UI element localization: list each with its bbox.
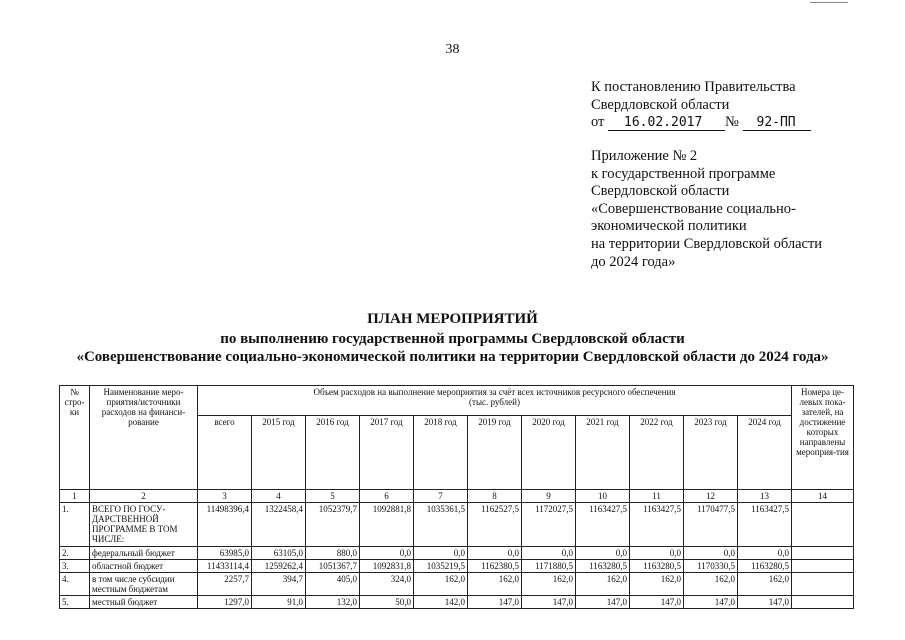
row-year-value: 0,0 [738, 547, 792, 560]
row-year-value: 1051367,7 [306, 560, 360, 573]
header-year: 2015 год [252, 416, 306, 490]
appendix-line-6: на территории Свердловской области [591, 235, 823, 252]
table-row [60, 596, 854, 609]
appendix-line-2: к государственной программе [591, 165, 776, 182]
column-index: 13 [738, 490, 792, 503]
appendix-line-7: до 2024 года» [591, 253, 676, 270]
row-year-value: 162,0 [738, 573, 792, 596]
header-year: 2017 год [360, 416, 414, 490]
row-year-value: 1163280,5 [576, 560, 630, 573]
row-year-value: 1170477,5 [684, 503, 738, 547]
header-year: 2022 год [630, 416, 684, 490]
row-year-value: 1035219,5 [414, 560, 468, 573]
row-year-value: 0,0 [684, 547, 738, 560]
column-index: 2 [90, 490, 198, 503]
table-row [60, 573, 854, 596]
row-year-value: 147,0 [522, 596, 576, 609]
row-total: 2257,7 [198, 573, 252, 596]
appendix-line-3: Свердловской области [591, 183, 730, 200]
column-index: 11 [630, 490, 684, 503]
column-index: 12 [684, 490, 738, 503]
row-year-value: 50,0 [360, 596, 414, 609]
header-volume-text: Объем расходов на выполнение мероприятия за счёт всех источников ресурсного обеспечения [313, 387, 676, 397]
column-index: 14 [792, 490, 854, 503]
header-year: 2016 год [306, 416, 360, 490]
header-volume [198, 386, 792, 416]
row-year-value: 162,0 [684, 573, 738, 596]
row-year-value: 1170330,5 [684, 560, 738, 573]
column-index: 3 [198, 490, 252, 503]
row-target [792, 560, 854, 573]
row-total: 11498396,4 [198, 503, 252, 547]
row-year-value: 0,0 [522, 547, 576, 560]
row-target [792, 596, 854, 609]
row-year-value: 0,0 [576, 547, 630, 560]
appendix-line-1: Приложение № 2 [591, 148, 698, 164]
row-year-value: 1163427,5 [738, 503, 792, 547]
row-year-value: 91,0 [252, 596, 306, 609]
plan-subtitle: по выполнению государственной программы Свердловской области [220, 331, 685, 347]
decree-date: 16.02.2017 [608, 116, 725, 131]
row-year-value: 1163427,5 [630, 503, 684, 547]
row-year-value: 405,0 [306, 573, 360, 596]
row-name: федеральный бюджет [90, 547, 198, 560]
header-targets: Номера це-левых пока-зателей, на достижение которых направлены мероприя-тия [792, 386, 854, 490]
header-year: 2020 год [522, 416, 576, 490]
row-year-value: 147,0 [630, 596, 684, 609]
row-year-value: 0,0 [630, 547, 684, 560]
row-number: 3. [60, 560, 90, 573]
row-target [792, 573, 854, 596]
header-year: 2024 год [738, 416, 792, 490]
header-year: 2021 год [576, 416, 630, 490]
column-index: 9 [522, 490, 576, 503]
row-total: 63985,0 [198, 547, 252, 560]
table-row [60, 503, 854, 547]
row-year-value: 880,0 [306, 547, 360, 560]
row-name: в том числе субсидии местным бюджетам [90, 573, 198, 596]
header-year: 2019 год [468, 416, 522, 490]
header-name: Наименование меро-приятия/источники расходов на финанси-рование [90, 386, 198, 490]
decree-number: 92-ПП [743, 116, 811, 131]
row-year-value: 1163280,5 [738, 560, 792, 573]
row-total: 11433114,4 [198, 560, 252, 573]
column-index: 7 [414, 490, 468, 503]
row-year-value: 1162527,5 [468, 503, 522, 547]
row-year-value: 1322458,4 [252, 503, 306, 547]
column-index: 6 [360, 490, 414, 503]
column-index: 4 [252, 490, 306, 503]
table-row [60, 547, 854, 560]
row-number: 5. [60, 596, 90, 609]
header-units: (тыс. рублей) [469, 397, 520, 407]
program-name: «Совершенствование социально-экономической политики на территории Свердловской области до 2024 года» [76, 349, 829, 365]
column-index: 8 [468, 490, 522, 503]
row-target [792, 547, 854, 560]
header-row-number: № стро-ки [60, 386, 90, 490]
row-year-value: 1163280,5 [630, 560, 684, 573]
row-name: областной бюджет [90, 560, 198, 573]
column-index: 10 [576, 490, 630, 503]
appendix-line-5: экономической политики [591, 218, 747, 235]
plan-title: ПЛАН МЕРОПРИЯТИЙ [367, 311, 538, 327]
appendix-block [591, 148, 822, 271]
row-number: 2. [60, 547, 90, 560]
top-divider-line [810, 2, 848, 3]
row-year-value: 1035361,5 [414, 503, 468, 547]
row-year-value: 142,0 [414, 596, 468, 609]
row-year-value: 1162380,5 [468, 560, 522, 573]
row-year-value: 162,0 [414, 573, 468, 596]
row-year-value: 0,0 [468, 547, 522, 560]
header-year: 2023 год [684, 416, 738, 490]
row-target [792, 503, 854, 547]
row-year-value: 1092831,8 [360, 560, 414, 573]
decree-reference [591, 79, 811, 132]
row-year-value: 0,0 [414, 547, 468, 560]
row-year-value: 147,0 [576, 596, 630, 609]
row-year-value: 1172027,5 [522, 503, 576, 547]
number-prefix: № [725, 114, 739, 130]
row-year-value: 147,0 [684, 596, 738, 609]
column-index: 5 [306, 490, 360, 503]
row-year-value: 1052379,7 [306, 503, 360, 547]
row-year-value: 394,7 [252, 573, 306, 596]
table-row [60, 560, 854, 573]
header-total: всего [198, 416, 252, 490]
row-number: 1. [60, 503, 90, 547]
row-year-value: 0,0 [360, 547, 414, 560]
column-index-row [60, 490, 854, 503]
date-prefix: от [591, 114, 605, 130]
row-year-value: 63105,0 [252, 547, 306, 560]
row-number: 4. [60, 573, 90, 596]
row-year-value: 162,0 [522, 573, 576, 596]
decree-line-2: Свердловской области [591, 96, 730, 113]
row-year-value: 1163427,5 [576, 503, 630, 547]
decree-date-line [591, 114, 811, 132]
row-year-value: 324,0 [360, 573, 414, 596]
row-year-value: 147,0 [468, 596, 522, 609]
decree-line-1: К постановлению Правительства [591, 79, 796, 95]
row-year-value: 147,0 [738, 596, 792, 609]
row-year-value: 132,0 [306, 596, 360, 609]
page-number: 38 [445, 42, 460, 57]
plan-table [59, 385, 854, 609]
row-year-value: 1171880,5 [522, 560, 576, 573]
appendix-line-4: «Совершенствование социально- [591, 200, 796, 217]
row-name: местный бюджет [90, 596, 198, 609]
column-index: 1 [60, 490, 90, 503]
row-total: 1297,0 [198, 596, 252, 609]
header-year: 2018 год [414, 416, 468, 490]
row-name: ВСЕГО ПО ГОСУ-ДАРСТВЕННОЙ ПРОГРАММЕ В ТОМ ЧИСЛЕ: [90, 503, 198, 547]
row-year-value: 1092881,8 [360, 503, 414, 547]
row-year-value: 162,0 [576, 573, 630, 596]
row-year-value: 1259262,4 [252, 560, 306, 573]
table-body [60, 503, 854, 609]
row-year-value: 162,0 [468, 573, 522, 596]
row-year-value: 162,0 [630, 573, 684, 596]
